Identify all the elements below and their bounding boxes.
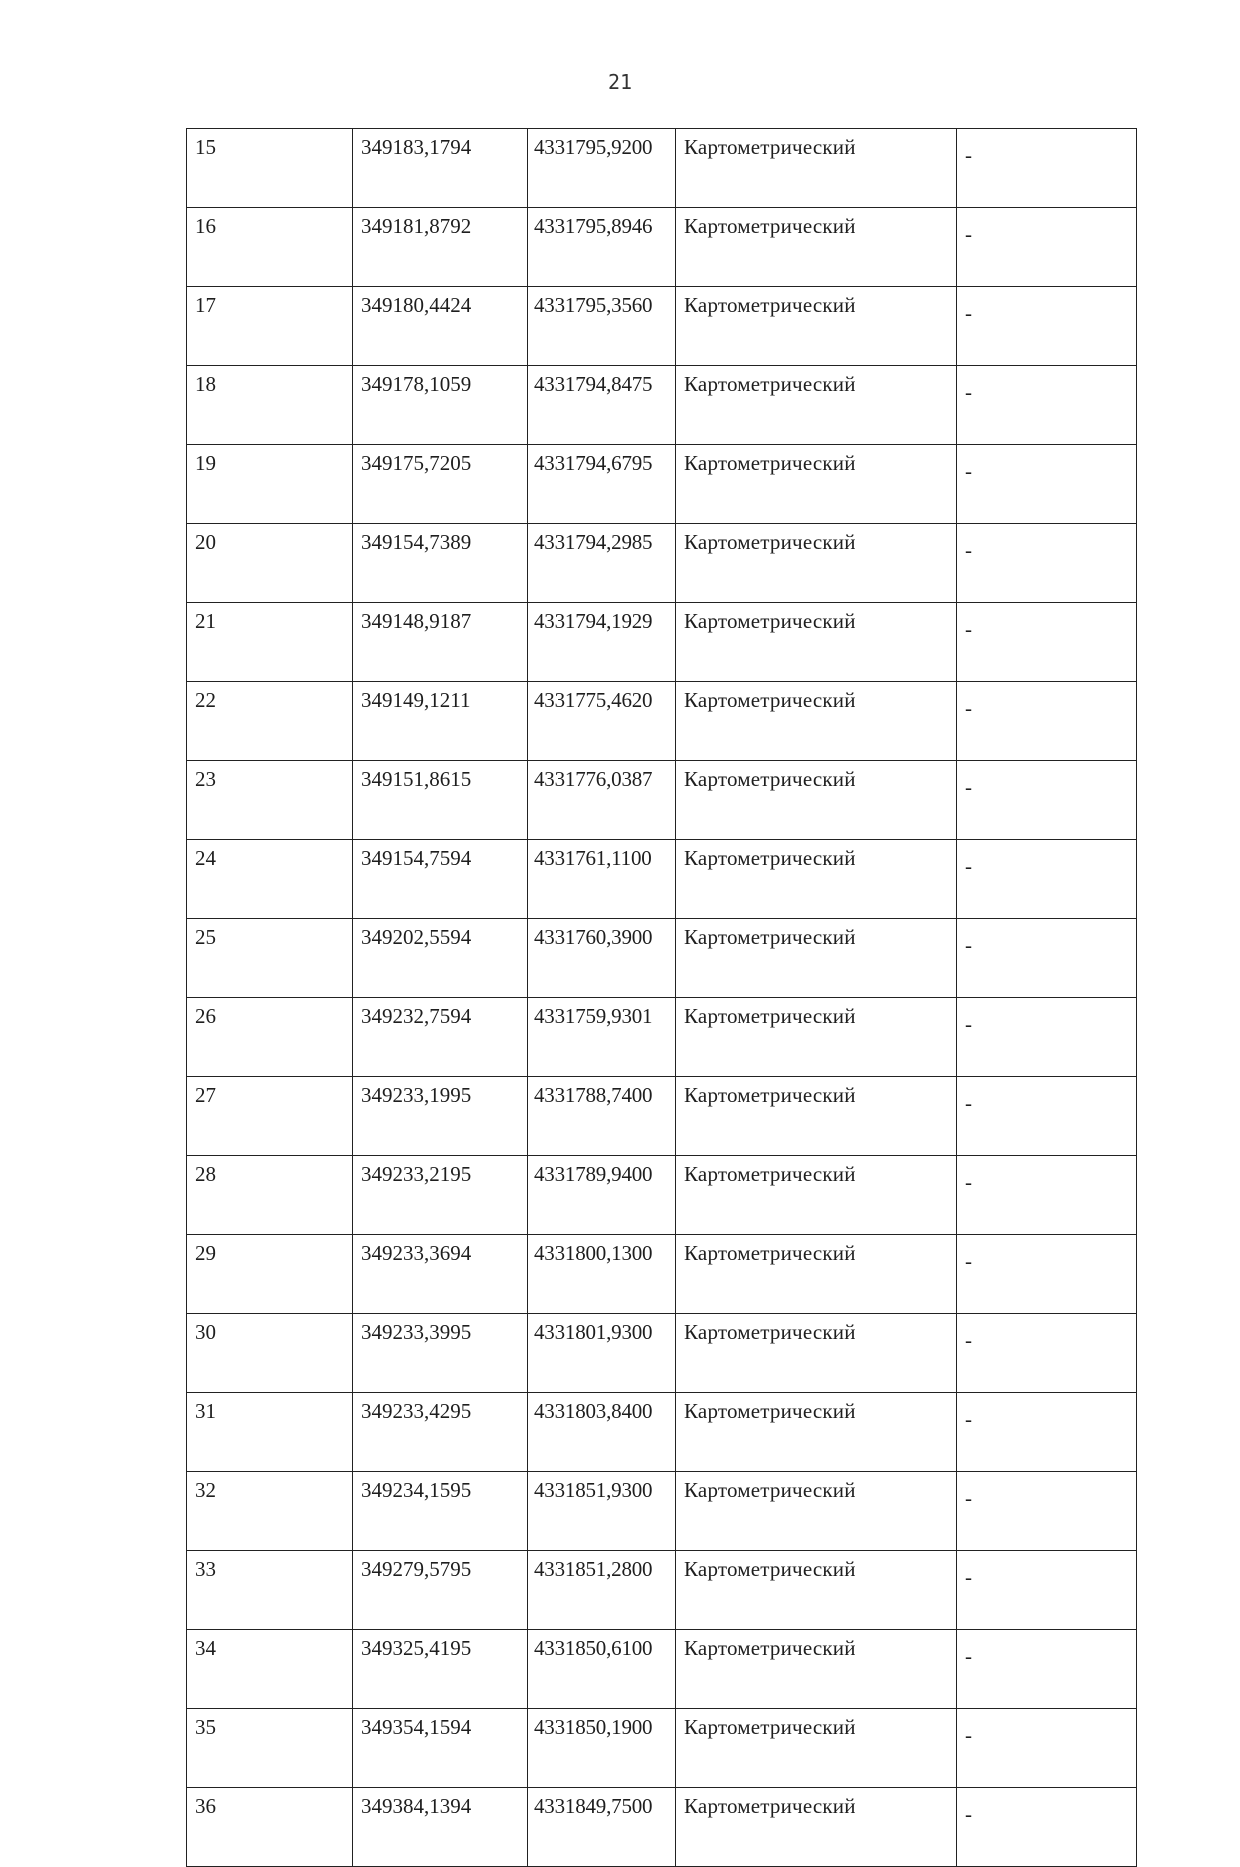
note-cell: -: [957, 129, 1137, 208]
y-coordinate-cell: 4331850,1900: [528, 1709, 676, 1788]
table-row: [187, 603, 1137, 682]
x-coordinate-cell: 349154,7594: [353, 840, 528, 919]
y-coordinate-cell: 4331794,8475: [528, 366, 676, 445]
y-coordinate-cell: 4331800,1300: [528, 1235, 676, 1314]
y-coordinate-cell: 4331760,3900: [528, 919, 676, 998]
y-coordinate-cell: 4331801,9300: [528, 1314, 676, 1393]
table-row: [187, 761, 1137, 840]
x-coordinate-cell: 349180,4424: [353, 287, 528, 366]
y-coordinate-cell: 4331849,7500: [528, 1788, 676, 1867]
method-cell: Картометрический: [676, 1156, 957, 1235]
x-coordinate-cell: 349233,3694: [353, 1235, 528, 1314]
note-cell: -: [957, 603, 1137, 682]
x-coordinate-cell: 349233,1995: [353, 1077, 528, 1156]
y-coordinate-cell: 4331795,9200: [528, 129, 676, 208]
y-coordinate-cell: 4331789,9400: [528, 1156, 676, 1235]
table-row: [187, 840, 1137, 919]
point-number-cell: 17: [187, 287, 353, 366]
note-cell: -: [957, 1235, 1137, 1314]
method-cell: Картометрический: [676, 1630, 957, 1709]
point-number-cell: 25: [187, 919, 353, 998]
table-row: [187, 1551, 1137, 1630]
x-coordinate-cell: 349279,5795: [353, 1551, 528, 1630]
table-row: [187, 129, 1137, 208]
method-cell: Картометрический: [676, 761, 957, 840]
note-cell: -: [957, 919, 1137, 998]
table-row: [187, 1393, 1137, 1472]
point-number-cell: 36: [187, 1788, 353, 1867]
note-cell: -: [957, 524, 1137, 603]
method-cell: Картометрический: [676, 1551, 957, 1630]
note-cell: -: [957, 1472, 1137, 1551]
x-coordinate-cell: 349178,1059: [353, 366, 528, 445]
point-number-cell: 19: [187, 445, 353, 524]
note-cell: -: [957, 761, 1137, 840]
table-row: [187, 1077, 1137, 1156]
method-cell: Картометрический: [676, 1077, 957, 1156]
point-number-cell: 21: [187, 603, 353, 682]
x-coordinate-cell: 349233,2195: [353, 1156, 528, 1235]
y-coordinate-cell: 4331795,8946: [528, 208, 676, 287]
x-coordinate-cell: 349384,1394: [353, 1788, 528, 1867]
method-cell: Картометрический: [676, 1709, 957, 1788]
table-row: [187, 208, 1137, 287]
y-coordinate-cell: 4331788,7400: [528, 1077, 676, 1156]
y-coordinate-cell: 4331775,4620: [528, 682, 676, 761]
point-number-cell: 18: [187, 366, 353, 445]
table-row: [187, 1314, 1137, 1393]
x-coordinate-cell: 349354,1594: [353, 1709, 528, 1788]
x-coordinate-cell: 349175,7205: [353, 445, 528, 524]
table-row: [187, 682, 1137, 761]
point-number-cell: 27: [187, 1077, 353, 1156]
x-coordinate-cell: 349183,1794: [353, 129, 528, 208]
method-cell: Картометрический: [676, 366, 957, 445]
method-cell: Картометрический: [676, 919, 957, 998]
y-coordinate-cell: 4331795,3560: [528, 287, 676, 366]
y-coordinate-cell: 4331761,1100: [528, 840, 676, 919]
method-cell: Картометрический: [676, 603, 957, 682]
x-coordinate-cell: 349233,4295: [353, 1393, 528, 1472]
method-cell: Картометрический: [676, 208, 957, 287]
point-number-cell: 31: [187, 1393, 353, 1472]
point-number-cell: 34: [187, 1630, 353, 1709]
y-coordinate-cell: 4331794,2985: [528, 524, 676, 603]
x-coordinate-cell: 349232,7594: [353, 998, 528, 1077]
y-coordinate-cell: 4331794,1929: [528, 603, 676, 682]
point-number-cell: 22: [187, 682, 353, 761]
y-coordinate-cell: 4331851,2800: [528, 1551, 676, 1630]
table-row: [187, 287, 1137, 366]
point-number-cell: 33: [187, 1551, 353, 1630]
point-number-cell: 20: [187, 524, 353, 603]
method-cell: Картометрический: [676, 1314, 957, 1393]
table-row: [187, 366, 1137, 445]
y-coordinate-cell: 4331850,6100: [528, 1630, 676, 1709]
point-number-cell: 28: [187, 1156, 353, 1235]
x-coordinate-cell: 349148,9187: [353, 603, 528, 682]
note-cell: -: [957, 1630, 1137, 1709]
point-number-cell: 32: [187, 1472, 353, 1551]
point-number-cell: 35: [187, 1709, 353, 1788]
method-cell: Картометрический: [676, 998, 957, 1077]
table-row: [187, 1630, 1137, 1709]
method-cell: Картометрический: [676, 840, 957, 919]
table-row: [187, 919, 1137, 998]
note-cell: -: [957, 1077, 1137, 1156]
point-number-cell: 26: [187, 998, 353, 1077]
x-coordinate-cell: 349325,4195: [353, 1630, 528, 1709]
point-number-cell: 16: [187, 208, 353, 287]
note-cell: -: [957, 1551, 1137, 1630]
coordinates-table: [186, 128, 1137, 1867]
point-number-cell: 30: [187, 1314, 353, 1393]
note-cell: -: [957, 682, 1137, 761]
note-cell: -: [957, 998, 1137, 1077]
y-coordinate-cell: 4331851,9300: [528, 1472, 676, 1551]
point-number-cell: 15: [187, 129, 353, 208]
method-cell: Картометрический: [676, 1788, 957, 1867]
note-cell: -: [957, 840, 1137, 919]
note-cell: -: [957, 287, 1137, 366]
table-row: [187, 524, 1137, 603]
point-number-cell: 23: [187, 761, 353, 840]
note-cell: -: [957, 208, 1137, 287]
note-cell: -: [957, 1709, 1137, 1788]
method-cell: Картометрический: [676, 1472, 957, 1551]
method-cell: Картометрический: [676, 129, 957, 208]
page-number: 21: [607, 70, 633, 94]
x-coordinate-cell: 349202,5594: [353, 919, 528, 998]
note-cell: -: [957, 445, 1137, 524]
method-cell: Картометрический: [676, 445, 957, 524]
method-cell: Картометрический: [676, 287, 957, 366]
point-number-cell: 29: [187, 1235, 353, 1314]
coordinates-table-body: [187, 129, 1137, 1867]
table-row: [187, 1472, 1137, 1551]
table-row: [187, 998, 1137, 1077]
method-cell: Картометрический: [676, 524, 957, 603]
point-number-cell: 24: [187, 840, 353, 919]
y-coordinate-cell: 4331776,0387: [528, 761, 676, 840]
y-coordinate-cell: 4331803,8400: [528, 1393, 676, 1472]
note-cell: -: [957, 1788, 1137, 1867]
table-row: [187, 1156, 1137, 1235]
y-coordinate-cell: 4331794,6795: [528, 445, 676, 524]
note-cell: -: [957, 1156, 1137, 1235]
x-coordinate-cell: 349181,8792: [353, 208, 528, 287]
method-cell: Картометрический: [676, 1393, 957, 1472]
x-coordinate-cell: 349151,8615: [353, 761, 528, 840]
table-row: [187, 1788, 1137, 1867]
note-cell: -: [957, 1314, 1137, 1393]
method-cell: Картометрический: [676, 1235, 957, 1314]
method-cell: Картометрический: [676, 682, 957, 761]
note-cell: -: [957, 366, 1137, 445]
x-coordinate-cell: 349234,1595: [353, 1472, 528, 1551]
x-coordinate-cell: 349154,7389: [353, 524, 528, 603]
table-row: [187, 445, 1137, 524]
x-coordinate-cell: 349149,1211: [353, 682, 528, 761]
note-cell: -: [957, 1393, 1137, 1472]
table-row: [187, 1235, 1137, 1314]
y-coordinate-cell: 4331759,9301: [528, 998, 676, 1077]
x-coordinate-cell: 349233,3995: [353, 1314, 528, 1393]
table-row: [187, 1709, 1137, 1788]
